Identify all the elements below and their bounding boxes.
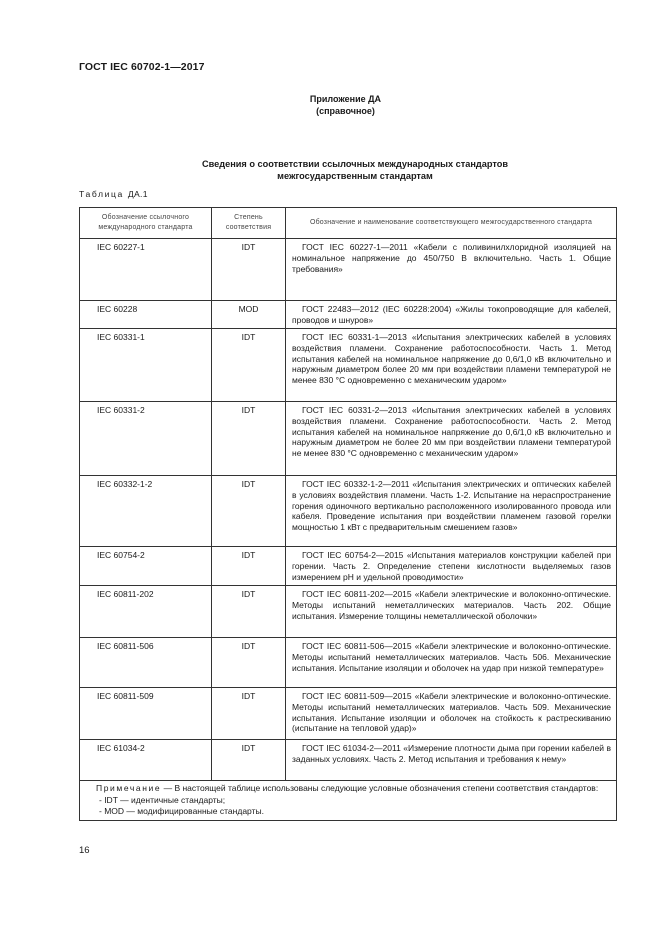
cell-standard: IEC 60754-2 [80, 547, 212, 586]
cell-degree: IDT [212, 638, 286, 688]
cell-standard: IEC 60811-202 [80, 586, 212, 638]
cell-description: ГОСТ IEC 60754-2—2015 «Испытания материалов конструкции кабелей при горении. Часть 2. Определение степени кислотности выделяемых газов измерением pH и удельной проводимости» [286, 547, 617, 586]
cell-description: ГОСТ IEC 60331-1—2013 «Испытания электрических кабелей в условиях воздействия пламени. Сохранение работоспособности. Часть 1. Метод испытания кабелей на номинальное напряжение до 0,6/1,0 кВ включительно и наружным диаметром более 20 мм при воздействии пламени температурой не менее 830 °С одновременно с механическим ударом» [286, 329, 617, 402]
cell-standard: IEC 61034-2 [80, 740, 212, 781]
table-row [80, 638, 617, 688]
table-row [80, 476, 617, 547]
cell-degree: IDT [212, 586, 286, 638]
note-text: — В настоящей таблице использованы следующие условные обозначения степени соответствия стандартов: [163, 783, 599, 793]
note-lead: Примечание [96, 783, 162, 793]
note-item-mod: - MOD — модифицированные стандарты. [99, 806, 264, 816]
cell-description: ГОСТ IEC 60811-202—2015 «Кабели электрические и волоконно-оптические. Методы испытаний неметаллических материалов. Часть 202. Общие испытания. Измерение толщины неметаллической оболочки» [286, 586, 617, 638]
table-header-row [80, 208, 617, 239]
cell-standard: IEC 60811-509 [80, 688, 212, 740]
cell-degree: IDT [212, 239, 286, 301]
cell-degree: MOD [212, 301, 286, 329]
page-number: 16 [79, 845, 90, 856]
note-item-idt: - IDT — идентичные стандарты; [99, 794, 226, 805]
cell-description: ГОСТ IEC 60811-509—2015 «Кабели электрические и волоконно-оптические. Методы испытаний неметаллических материалов. Часть 509. Механические испытания. Испытание изоляции и оболочек на стойкость к растрескиванию (испытание на тепловой удар)» [286, 688, 617, 740]
cell-description: ГОСТ IEC 60331-2—2013 «Испытания электрических кабелей в условиях воздействия пламени. Сохранение работоспособности. Часть 2. Метод испытания кабелей на номинальное напряжение до 0,6/1,0 кВ включительно и наружным диаметром не более 20 мм при воздействии пламени температурой не менее 830 °С одновременно с механическим ударом» [286, 402, 617, 476]
table-label-word: Таблица [79, 189, 124, 199]
cell-description: ГОСТ IEC 60811-506—2015 «Кабели электрические и волоконно-оптические. Методы испытаний неметаллических материалов. Часть 506. Механические испытания. Испытание изоляции и оболочек на удар при низкой температуре» [286, 638, 617, 688]
appendix-heading [0, 93, 661, 117]
column-header-degree: Степень соответствия [212, 208, 286, 239]
table-title [120, 159, 590, 182]
cell-description: ГОСТ IEC 61034-2—2011 «Измерение плотности дыма при горении кабелей в заданных условиях. Часть 2. Метод испытания и требования к нему» [286, 740, 617, 781]
table-title-line-2: межгосударственным стандартам [277, 170, 433, 181]
table-row [80, 329, 617, 402]
table-title-line-1: Сведения о соответствии ссылочных международных стандартов [202, 159, 508, 169]
appendix-title: Приложение ДА [309, 94, 382, 104]
column-header-international-standard: Обозначение ссылочного международного стандарта [80, 208, 212, 239]
document-code: ГОСТ IEC 60702-1—2017 [79, 61, 205, 73]
cell-degree: IDT [212, 688, 286, 740]
cell-standard: IEC 60811-506 [80, 638, 212, 688]
cell-description: ГОСТ 22483—2012 (IEC 60228:2004) «Жилы токопроводящие для кабелей, проводов и шнуров» [286, 301, 617, 329]
table-row [80, 688, 617, 740]
appendix-subtitle: (справочное) [316, 106, 375, 116]
cell-standard: IEC 60227-1 [80, 239, 212, 301]
note-text-line [96, 783, 611, 795]
note-row [80, 781, 617, 821]
table-row [80, 301, 617, 329]
cell-degree: IDT [212, 547, 286, 586]
cell-degree: IDT [212, 476, 286, 547]
table-label-number: ДА.1 [127, 189, 148, 199]
cell-description: ГОСТ IEC 60332-1-2—2011 «Испытания электрических и оптических кабелей в условиях воздействия пламени. Часть 1-2. Испытание на нераспространение горения одиночного вертикально расположенного изолированного провода или кабеля. Проведение испытания при воздействии пламенем газовой горелки мощностью 1 кВт с предварительным смешением газов» [286, 476, 617, 547]
cell-standard: IEC 60331-2 [80, 402, 212, 476]
cell-degree: IDT [212, 740, 286, 781]
cell-standard: IEC 60331-1 [80, 329, 212, 402]
table-row [80, 740, 617, 781]
cell-standard: IEC 60332-1-2 [80, 476, 212, 547]
cell-standard: IEC 60228 [80, 301, 212, 329]
table-row [80, 402, 617, 476]
table-row [80, 239, 617, 301]
table-row [80, 547, 617, 586]
standards-table [79, 207, 617, 821]
cell-degree: IDT [212, 402, 286, 476]
table-label [79, 189, 148, 199]
table-note [80, 781, 617, 821]
cell-description: ГОСТ IEC 60227-1—2011 «Кабели с поливинилхлоридной изоляцией на номинальное напряжение до 450/750 В включительно. Часть 1. Общие требования» [286, 239, 617, 301]
column-header-interstate-standard: Обозначение и наименование соответствующего межгосударственного стандарта [286, 208, 617, 239]
table-row [80, 586, 617, 638]
cell-degree: IDT [212, 329, 286, 402]
